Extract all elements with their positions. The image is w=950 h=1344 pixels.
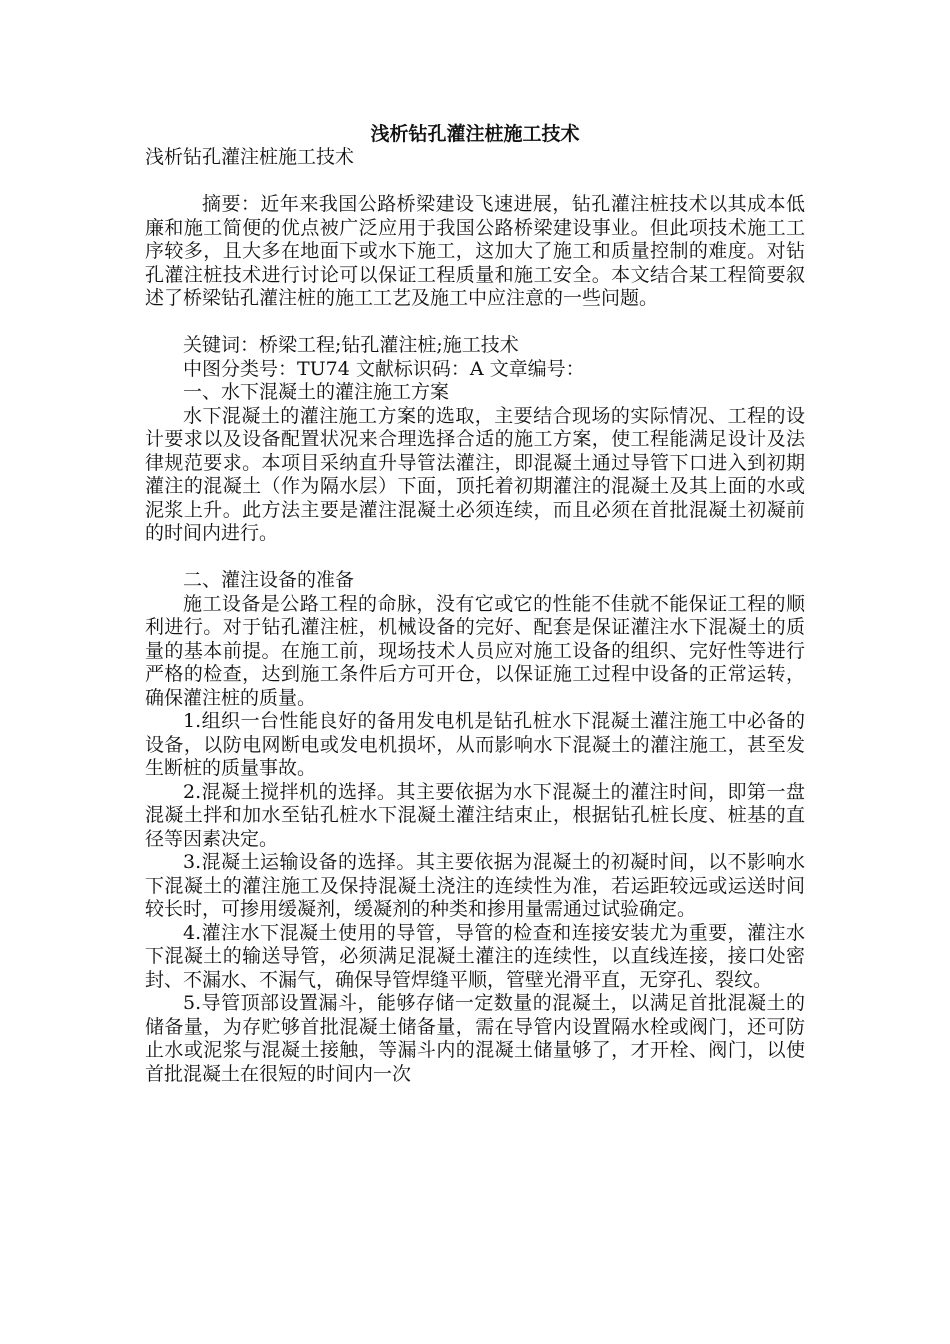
section2-heading: 二、灌注设备的准备 xyxy=(183,569,355,591)
section2-paragraph: 施工设备是公路工程的命脉，没有它或它的性能不佳就不能保证工程的顺利进行。对于钻孔灌注桩，机械设备的完好、配套是保证灌注水下混凝土的质量的基本前提。在施工前，现场技术人员应对施工设备的组织、完好性等进行严格的检查，达到施工条件后方可开仓，以保证施工过程中设备的正常运转，确保灌注桩的质量。 xyxy=(145,592,805,709)
list-item-2: 2.混凝土搅拌机的选择。其主要依据为水下混凝土的灌注时间，即第一盘混凝土拌和加水至钻孔桩水下混凝土灌注结束止，根据钻孔桩长度、桩基的直径等因素决定。 xyxy=(145,780,805,850)
list-item-1: 1.组织一台性能良好的备用发电机是钻孔桩水下混凝土灌注施工中必备的设备，以防电网断电或发电机损坏，从而影响水下混凝土的灌注施工，甚至发生断桩的质量事故。 xyxy=(145,710,805,779)
abstract-paragraph: 摘要：近年来我国公路桥梁建设飞速进展，钻孔灌注桩技术以其成本低廉和施工简便的优点被广泛应用于我国公路桥梁建设事业。但此项技术施工工序较多，且大多在地面下或水下施工，这加大了施工和质量控制的难度。对钻孔灌注桩技术进行讨论可以保证工程质量和施工安全。本文结合某工程简要叙述了桥梁钻孔灌注桩的施工工艺及施工中应注意的一些问题。 xyxy=(145,193,805,309)
classification-line: 中图分类号：TU74 文献标识码：A 文章编号： xyxy=(183,357,585,380)
document-subtitle: 浅析钻孔灌注桩施工技术 xyxy=(145,146,355,168)
spacer xyxy=(145,170,805,194)
list-item-5: 5.导管顶部设置漏斗，能够存储一定数量的混凝土，以满足首批混凝土的储备量，为存贮够首批混凝土储备量，需在导管内设置隔水栓或阀门，还可防止水或泥浆与混凝土接触，等漏斗内的混凝土储量够了，才开栓、阀门，以使首批混凝土在很短的时间内一次 xyxy=(145,992,805,1085)
section1-paragraph: 水下混凝土的灌注施工方案的选取，主要结合现场的实际情况、工程的设计要求以及设备配置状况来合理选择合适的施工方案，使工程能满足设计及法律规范要求。本项目采纳直升导管法灌注，即混凝土通过导管下口进入到初期灌注的混凝土（作为隔水层）下面，顶托着初期灌注的混凝土及其上面的水或泥浆上升。此方法主要是灌注混凝土必须连续，而且必须在首批混凝土初凝前的时间内进行。 xyxy=(145,404,805,544)
keywords-line: 关键词：桥梁工程;钻孔灌注桩;施工技术 xyxy=(183,334,519,356)
spacer xyxy=(145,546,805,570)
document-body xyxy=(145,122,805,1086)
section1-heading: 一、水下混凝土的灌注施工方案 xyxy=(183,381,450,403)
document-title: 浅析钻孔灌注桩施工技术 xyxy=(370,123,580,145)
list-item-4: 4.灌注水下混凝土使用的导管，导管的检查和连接安装尤为重要，灌注水下混凝土的输送导管，必须满足混凝土灌注的连续性，以直线连接，接口处密封、不漏水、不漏气，确保导管焊缝平顺，管壁光滑平直，无穿孔、裂纹。 xyxy=(145,921,805,991)
list-item-3: 3.混凝土运输设备的选择。其主要依据为混凝土的初凝时间，以不影响水下混凝土的灌注施工及保持混凝土浇注的连续性为准，若运距较远或运送时间较长时，可掺用缓凝剂，缓凝剂的种类和掺用量需通过试验确定。 xyxy=(145,851,805,920)
spacer xyxy=(145,311,805,335)
